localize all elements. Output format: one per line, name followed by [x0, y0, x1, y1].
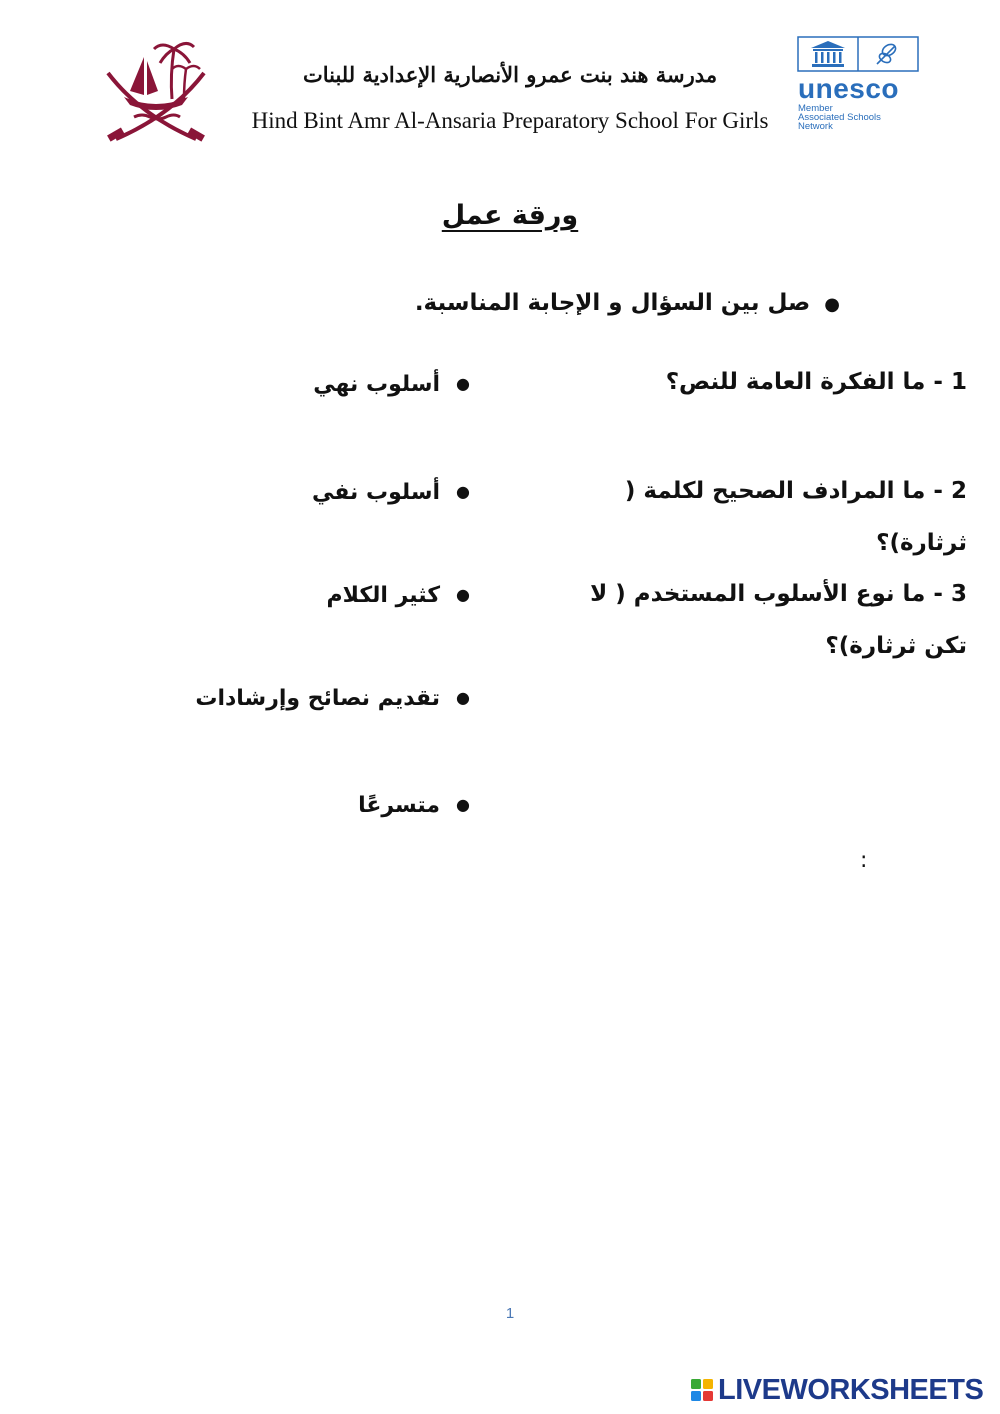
bullet-icon: ●: [456, 482, 470, 501]
bullet-icon: ●: [456, 688, 470, 707]
unesco-temple-icon: [797, 36, 919, 72]
answer-item[interactable]: [327, 583, 471, 608]
answer-item[interactable]: [312, 480, 470, 505]
bullet-icon: ●: [456, 795, 470, 814]
instruction: [415, 290, 840, 316]
unesco-logo: [797, 36, 927, 134]
bullet-icon: ●: [456, 374, 470, 393]
instruction-text: صل بين السؤال و الإجابة المناسبة.: [414, 290, 811, 316]
stray-colon: :: [860, 848, 868, 873]
unesco-line-member: Member: [798, 103, 833, 114]
qatar-emblem-icon: [100, 35, 212, 145]
liveworksheets-watermark: [690, 1372, 983, 1408]
page-number: 1: [505, 1305, 515, 1322]
question-1: 1 - ما الفكرة العامة للنص؟: [665, 369, 967, 395]
answer-text: متسرعًا: [358, 793, 441, 818]
answer-item[interactable]: [195, 686, 470, 711]
question-3: 3 - ما نوع الأسلوب المستخدم ( لا تكن ثرثارة)؟: [590, 581, 967, 659]
school-name-english: Hind Bint Amr Al-Ansaria Preparatory School For Girls: [251, 108, 769, 133]
bullet-icon: ●: [456, 585, 470, 604]
answer-item[interactable]: [313, 372, 470, 397]
answer-text: تقديم نصائح وإرشادات: [195, 686, 441, 711]
liveworksheets-logo-icon: [690, 1378, 714, 1402]
school-name-arabic: مدرسة هند بنت عمرو الأنصارية الإعدادية للبنات: [302, 62, 718, 87]
worksheet-title: ورقة عمل: [441, 200, 579, 231]
answer-item[interactable]: [358, 793, 470, 818]
question-2: 2 - ما المرادف الصحيح لكلمة ( ثرثارة)؟: [624, 478, 967, 556]
answer-text: أسلوب نفي: [311, 480, 441, 505]
unesco-line-network: Network: [798, 121, 833, 132]
answer-text: أسلوب نهي: [313, 372, 441, 397]
liveworksheets-text: LIVEWORKSHEETS: [718, 1373, 984, 1406]
bullet-icon: ●: [824, 294, 840, 315]
unesco-wordmark: unesco: [798, 73, 900, 104]
unesco-line-schools: Associated Schools: [798, 112, 881, 123]
answer-text: كثير الكلام: [326, 583, 441, 608]
